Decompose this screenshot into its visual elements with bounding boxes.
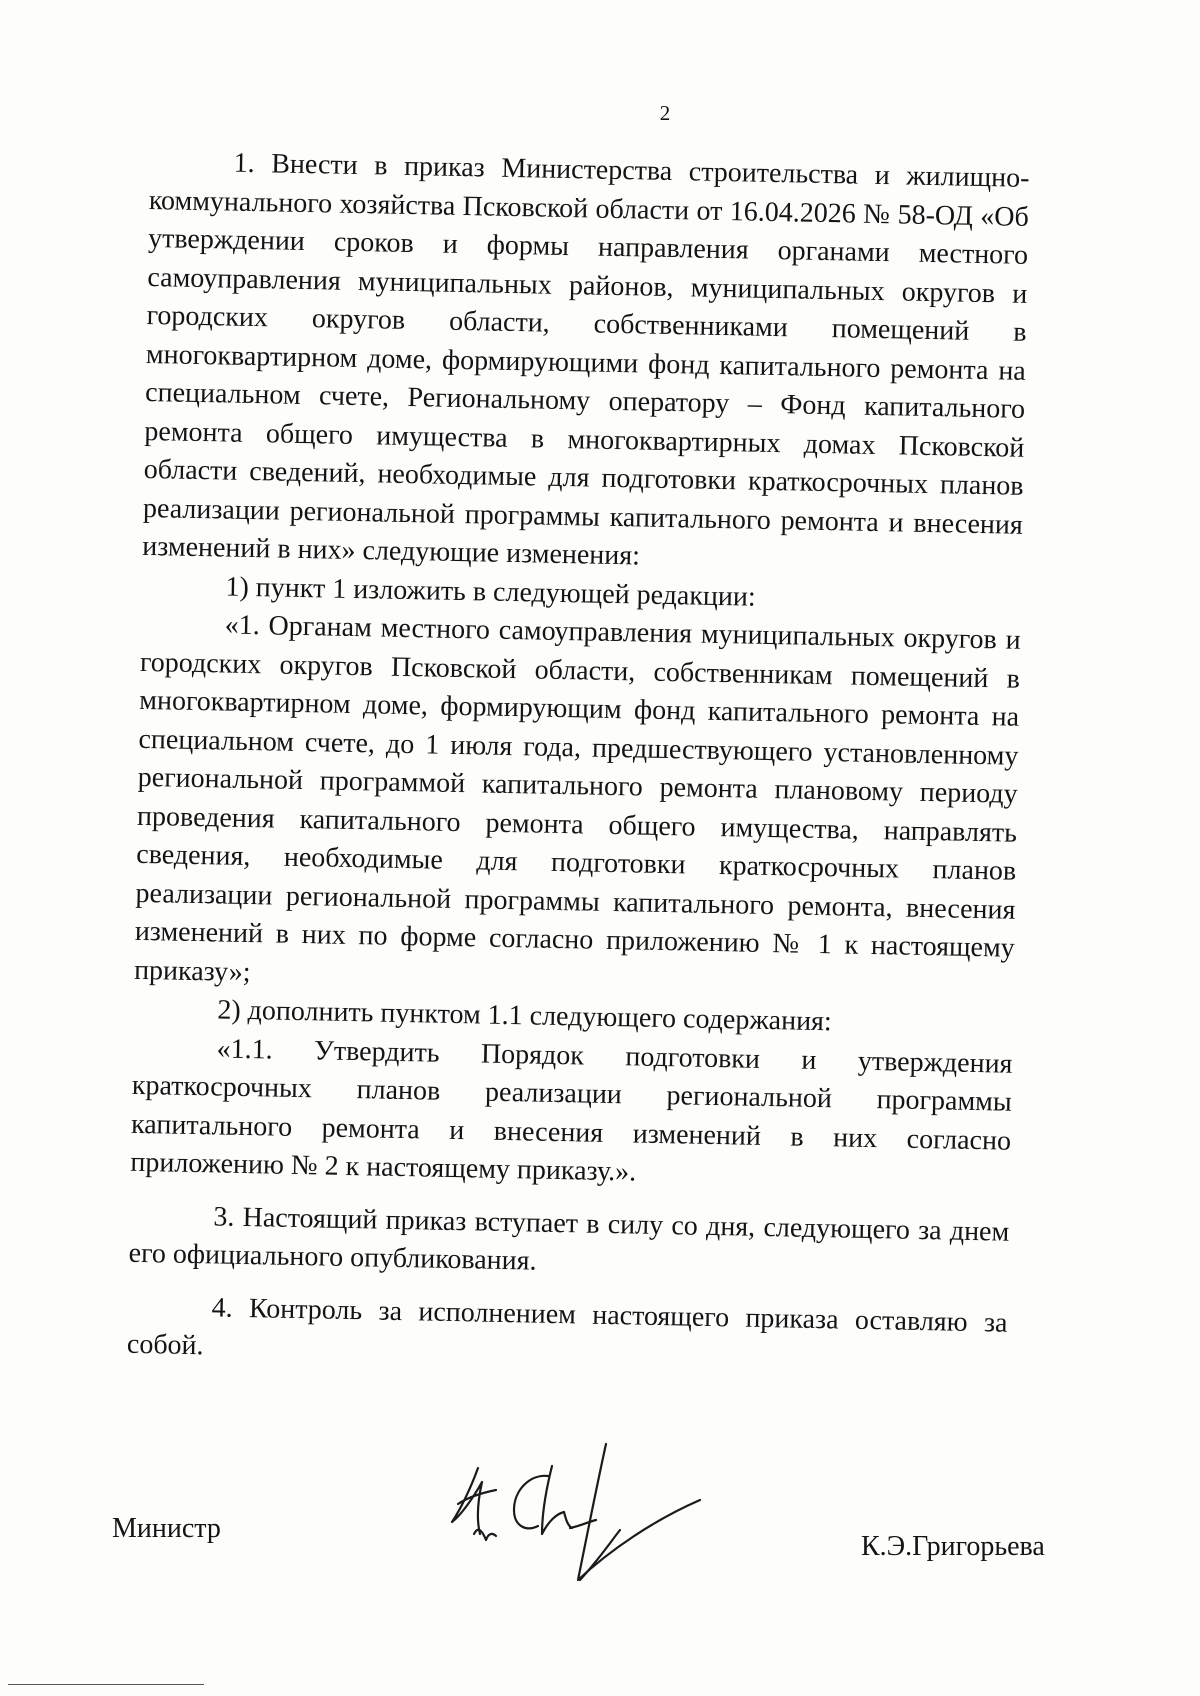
paragraph-1-subitem-2: 2) дополнить пунктом 1.1 следующего содержания: <box>217 994 833 1038</box>
signer-position: Министр <box>112 1513 221 1544</box>
handwritten-signature <box>430 1430 760 1600</box>
page-number: 2 <box>659 101 671 125</box>
footer-rule <box>8 1684 204 1685</box>
paragraph-4: 4. Контроль за исполнением настоящего приказа оставляю за собой. <box>126 1291 1008 1362</box>
order-body <box>127 143 1030 1381</box>
paragraph-1: 1. Внести в приказ Министерства строительства и жилищно-коммунального хозяйства Псковской области от 16.04.2026 № 58-ОД «Об утверждении сроков и формы направления органами местного самоуправления муниципальных районов, муниципальных округов и городских округов области, собственниками помещений в многоквартирном доме, формирующими фонд капитального ремонта на специальном счете, Региональному оператору – Фонд капитального ремонта общего имущества в многоквартирных домах Псковской области сведений, необходимые для подготовки краткосрочных планов реализации региональной программы капитального ремонта и внесения изменений в них» следующие изменения: <box>141 147 1030 572</box>
paragraph-1-subitem-1: 1) пункт 1 изложить в следующей редакции: <box>225 571 757 613</box>
paragraph-3: 3. Настоящий приказ вступает в силу со дня, следующего за днем его официального опубликования. <box>128 1200 1010 1277</box>
paragraph-new-item-1: «1. Органам местного самоуправления муниципальных округов и городских округов Псковской области, собственникам помещений в многоквартирном доме, формирующим фонд капитального ремонта на специальном счете, до 1 июля года, предшествующего установленному региональной программой капитального ремонта плановому периоду проведения капитального ремонта общего имущества, направлять сведения, необходимые для подготовки краткосрочных планов реализации региональной программы капитального ремонта, внесения изменений в них по форме согласно приложению № 1 к настоящему приказу»; <box>133 609 1021 988</box>
signer-name: К.Э.Григорьева <box>861 1531 1045 1562</box>
paragraph-new-item-1-1: «1.1. Утвердить Порядок подготовки и утверждения краткосрочных планов реализации региональной программы капитального ремонта и внесения изменений в них согласно приложению № 2 к настоящему приказу.». <box>130 1032 1013 1188</box>
